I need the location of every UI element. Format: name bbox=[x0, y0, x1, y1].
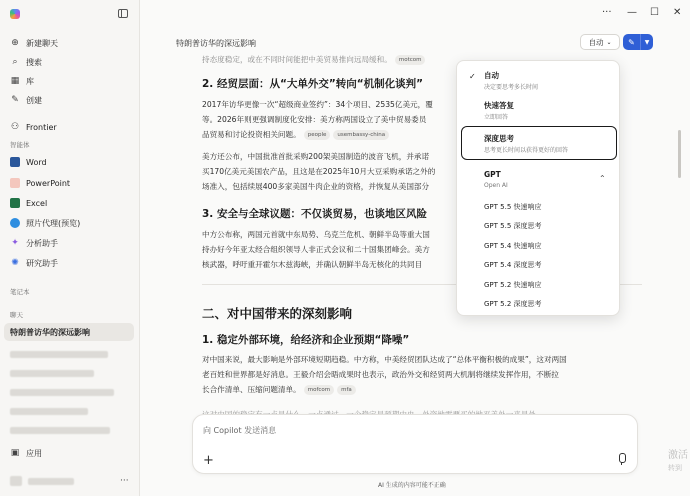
word-icon bbox=[10, 157, 20, 167]
sidebar-item-label: Excel bbox=[26, 198, 48, 208]
compose-icon[interactable]: ✎ bbox=[623, 34, 641, 50]
close-icon[interactable]: ✕ bbox=[673, 7, 682, 18]
avatar bbox=[10, 476, 22, 486]
section-heading: 2. 经贸层面：从“大单外交”转向“机制化谈判” bbox=[202, 78, 424, 90]
paragraph-line: 等。2026年则更强调制度化安排：美方称两国设立了美中贸易委员 bbox=[202, 115, 427, 124]
sidebar-chat-active[interactable] bbox=[4, 323, 134, 341]
page-title: 特朗普访华的深远影响 bbox=[176, 39, 256, 48]
redacted-text bbox=[10, 408, 88, 415]
chapter-heading: 二、对中国带来的深刻影响 bbox=[202, 306, 353, 321]
excel-icon bbox=[10, 198, 20, 208]
model-mode-button[interactable] bbox=[580, 34, 620, 50]
sidebar-item-label: 搜索 bbox=[26, 57, 42, 67]
notebook-section-title: 笔记本 bbox=[10, 288, 30, 296]
menu-item-subtitle: 思考更长时间以获得更好的回答 bbox=[484, 147, 569, 154]
sidebar-item-analyst[interactable] bbox=[4, 234, 134, 252]
library-icon: ▦ bbox=[10, 76, 20, 86]
scrollbar-thumb[interactable] bbox=[678, 130, 681, 178]
redacted-text bbox=[10, 351, 108, 358]
sidebar-item-search[interactable] bbox=[4, 53, 134, 71]
paragraph bbox=[202, 352, 642, 397]
paragraph-line: 核武器，呼吁重开霍尔木兹海峡，并确认朝鲜半岛无核化的共同目 bbox=[202, 260, 423, 269]
ai-disclaimer: AI 生成的内容可能不正确 bbox=[378, 482, 446, 489]
more-icon[interactable]: ··· bbox=[120, 476, 129, 486]
redacted-text bbox=[10, 427, 110, 434]
sidebar-chat-item[interactable] bbox=[4, 421, 134, 439]
chat-section-title: 聊天 bbox=[10, 311, 23, 319]
chevron-down-icon[interactable]: ▼ bbox=[644, 38, 650, 46]
search-icon: ⌕ bbox=[12, 57, 18, 67]
redacted-text bbox=[28, 478, 74, 485]
agents-section-title: 智能体 bbox=[10, 141, 30, 149]
sidebar-chat-item[interactable] bbox=[4, 345, 134, 363]
model-mode-label: 自动 bbox=[588, 37, 604, 47]
section-heading: 1. 稳定外部环境，给经济和企业预期“降噪” bbox=[202, 334, 410, 346]
paragraph-line: 2017年访华更像一次“超级商业签约”：34个项目、2535亿美元，覆 bbox=[202, 100, 433, 109]
model-dropdown-menu bbox=[456, 60, 620, 316]
watermark-line: 激活 bbox=[668, 450, 688, 461]
section-heading: 3. 安全与全球议题：不仅谈贸易，也谈地区风险 bbox=[202, 208, 427, 220]
citation-tag[interactable]: mfa bbox=[337, 385, 356, 395]
minimize-icon[interactable]: — bbox=[627, 7, 637, 18]
sidebar-item-new-chat[interactable] bbox=[4, 34, 134, 52]
sidebar-item-excel[interactable] bbox=[4, 194, 134, 212]
sidebar-item-researcher[interactable] bbox=[4, 254, 134, 272]
activation-watermark bbox=[668, 450, 688, 474]
paragraph-line: 美方还公布，中国批准首批采购200架美国制造的波音飞机，并承诺 bbox=[202, 152, 430, 161]
menu-item-model[interactable]: GPT 5.4 深度思考 bbox=[484, 261, 542, 269]
redacted-text bbox=[10, 389, 114, 396]
chevron-up-icon[interactable]: ⌃ bbox=[599, 174, 606, 183]
sidebar bbox=[0, 0, 140, 496]
message-input[interactable]: 向 Copilot 发送消息 bbox=[203, 426, 277, 435]
maximize-icon[interactable]: ☐ bbox=[650, 7, 659, 18]
menu-item-model[interactable]: GPT 5.2 快速响应 bbox=[484, 281, 542, 289]
plus-icon[interactable]: + bbox=[203, 453, 214, 468]
sidebar-item-label: Frontier bbox=[26, 122, 57, 132]
create-icon: ✎ bbox=[11, 95, 19, 105]
watermark-line: 转到 bbox=[668, 464, 682, 472]
menu-item-auto[interactable] bbox=[461, 67, 617, 95]
sidebar-item-label: 库 bbox=[26, 76, 34, 86]
paragraph-line: 品贸易和讨论投资相关问题。 bbox=[202, 130, 301, 139]
check-icon: ✓ bbox=[469, 72, 476, 81]
sidebar-item-word[interactable] bbox=[4, 153, 134, 171]
menu-item-title: GPT bbox=[484, 170, 501, 179]
sidebar-item-label: 研究助手 bbox=[26, 258, 58, 268]
sidebar-item-label: Word bbox=[26, 157, 47, 167]
sidebar-chat-item[interactable] bbox=[4, 383, 134, 401]
citation-tag[interactable]: mofcom bbox=[304, 385, 334, 395]
menu-item-title: 快速答复 bbox=[484, 101, 514, 110]
citation-tag[interactable]: people bbox=[304, 130, 331, 140]
sidebar-item-label: PowerPoint bbox=[26, 178, 71, 188]
sidebar-item-label: 创建 bbox=[26, 95, 42, 105]
compose-button[interactable] bbox=[623, 34, 653, 50]
menu-item-subtitle: 立即回答 bbox=[484, 114, 509, 121]
researcher-icon: ✺ bbox=[11, 258, 19, 268]
analyst-icon: ✦ bbox=[11, 238, 19, 248]
chevron-down-icon: ⌄ bbox=[606, 38, 612, 46]
sidebar-header bbox=[0, 0, 140, 28]
sidebar-profile[interactable] bbox=[4, 472, 134, 490]
paragraph-line: 持办好今年亚太经合组织领导人非正式会议和二十国集团峰会。美方 bbox=[202, 245, 430, 254]
menu-item-quick-reply[interactable] bbox=[461, 97, 617, 123]
menu-item-title: 自动 bbox=[484, 71, 499, 80]
window-more-icon[interactable]: ··· bbox=[602, 7, 612, 18]
redacted-text bbox=[10, 370, 94, 377]
message-composer[interactable] bbox=[192, 414, 638, 474]
copilot-logo-icon bbox=[10, 9, 20, 19]
sidebar-item-label: 分析助手 bbox=[26, 238, 58, 248]
sidebar-item-apps[interactable] bbox=[4, 444, 134, 462]
paragraph-line: 场准入，包括续展400多家美国牛肉企业的资格，并恢复从美国部分 bbox=[202, 182, 430, 191]
paragraph-line: 老百姓和世界都是好消息。王毅介绍会晤成果时也表示，政治外交和经贸两大机制将继续发挥作用，不断拉 bbox=[202, 370, 559, 379]
menu-item-model[interactable]: GPT 5.5 快速响应 bbox=[484, 203, 542, 211]
microphone-icon[interactable] bbox=[617, 453, 625, 465]
sidebar-item-library[interactable] bbox=[4, 72, 134, 90]
sidebar-item-label: 照片代理(预览) bbox=[26, 218, 81, 228]
paragraph-line: 对中国来说，最大影响是外部环境短期趋稳。中方称，中美经贸团队达成了“总体平衡积极的成果”，这对两国 bbox=[202, 355, 567, 364]
sidebar-toggle-icon[interactable] bbox=[118, 9, 128, 18]
menu-item-model[interactable]: GPT 5.2 深度思考 bbox=[484, 300, 542, 308]
citation-tag[interactable]: motcom bbox=[395, 55, 426, 65]
sidebar-item-powerpoint[interactable] bbox=[4, 174, 134, 192]
new-chat-icon: ⊕ bbox=[11, 38, 19, 48]
powerpoint-icon bbox=[10, 178, 20, 188]
menu-item-title: 深度思考 bbox=[484, 134, 514, 143]
menu-item-model[interactable]: GPT 5.4 快速响应 bbox=[484, 242, 542, 250]
sidebar-chat-item[interactable] bbox=[4, 402, 134, 420]
apps-icon: ▣ bbox=[10, 448, 20, 458]
paragraph-line: 买170亿美元美国农产品，且这是在2025年10月大豆采购承诺之外的 bbox=[202, 167, 436, 176]
paragraph-line: 长合作清单、压缩问题清单。 bbox=[202, 385, 301, 394]
sidebar-item-label: 新建聊天 bbox=[26, 38, 58, 48]
menu-item-model[interactable]: GPT 5.5 深度思考 bbox=[484, 222, 542, 230]
menu-item-deep-think[interactable] bbox=[461, 126, 617, 160]
frontier-icon: ⚇ bbox=[10, 122, 20, 132]
paragraph-text: 持态度稳定，或在不同时间能把中美贸易推向远局缓和。 bbox=[202, 55, 392, 64]
menu-group-gpt[interactable] bbox=[461, 167, 617, 193]
sidebar-item-label: 应用 bbox=[26, 448, 42, 458]
citation-tag[interactable]: usembassy-china bbox=[333, 130, 389, 140]
cloud-photo-icon bbox=[10, 218, 20, 228]
sidebar-item-label: 特朗普访华的深远影响 bbox=[10, 327, 90, 337]
sidebar-item-photo-agent[interactable] bbox=[4, 214, 134, 232]
menu-item-subtitle: 决定要思考多长时间 bbox=[484, 84, 539, 91]
sidebar-chat-item[interactable] bbox=[4, 364, 134, 382]
paragraph-line: 中方公布称，两国元首就中东局势、乌克兰危机、朝鲜半岛等重大国 bbox=[202, 230, 430, 239]
menu-item-subtitle: Open AI bbox=[484, 182, 508, 189]
sidebar-item-create[interactable] bbox=[4, 91, 134, 109]
sidebar-item-frontier[interactable] bbox=[4, 118, 134, 136]
